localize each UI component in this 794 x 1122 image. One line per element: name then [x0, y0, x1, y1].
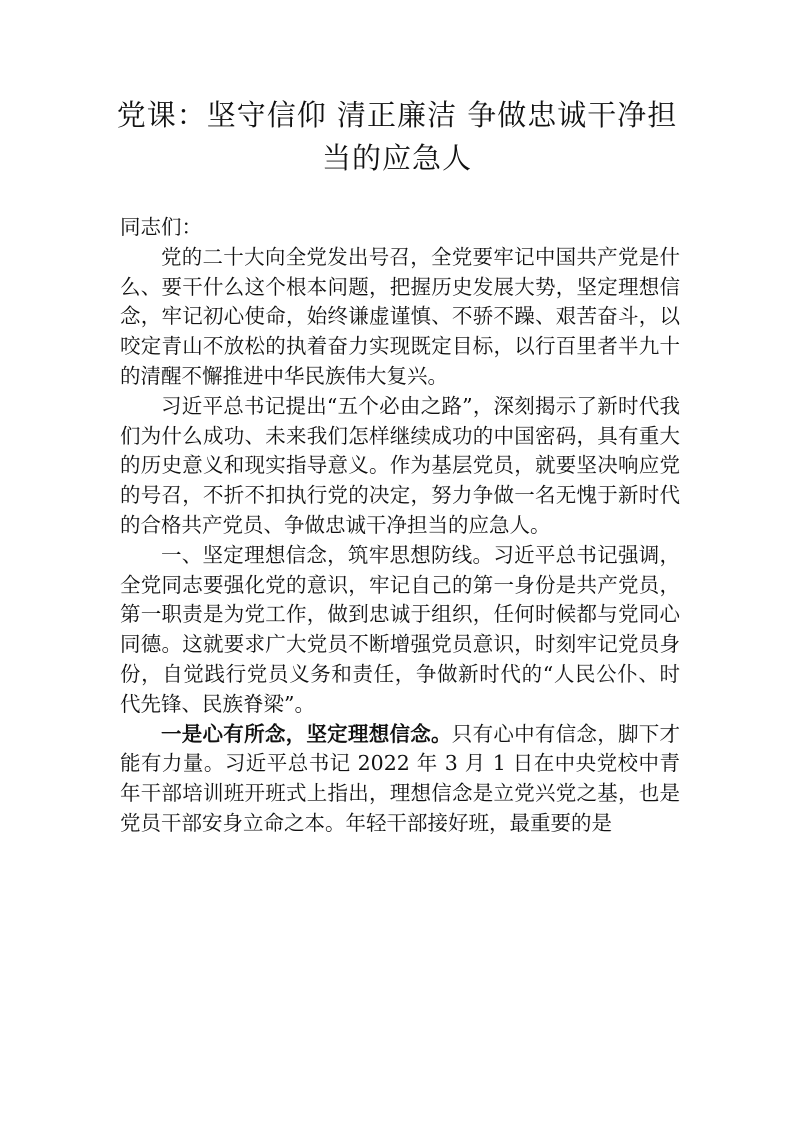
paragraph-text: 只有心中有信念，脚下才能有力量。习近平总书记 2022 年 3 月 1 日在中央党校中青年干部培训班开班式上指出，理想信念是立党兴党之基，也是党员干部安身立命之本。年轻干部接好班，最重要的是	[120, 721, 681, 835]
document-body	[120, 213, 680, 839]
paragraph-lead: 一是心有所念，坚定理想信念。	[161, 721, 452, 746]
paragraph: 一、坚定理想信念，筑牢思想防线。习近平总书记强调，全党同志要强化党的意识，牢记自己的第一身份是共产党员，第一职责是为党工作，做到忠诚于组织，任何时候都与党同心同德。这就要求广大党员不断增强党员意识，时刻牢记党员身份，自觉践行党员义务和责任，争做新时代的“人民公仆、时代先锋、民族脊梁”。	[120, 542, 680, 716]
paragraph: 习近平总书记提出“五个必由之路”，深刻揭示了新时代我们为什么成功、未来我们怎样继续成功的中国密码，具有重大的历史意义和现实指导意义。作为基层党员，就要坚决响应党的号召，不折不扣执行党的决定，努力争做一名无愧于新时代的合格共产党员、争做忠诚干净担当的应急人。	[120, 393, 680, 537]
paragraph: 党的二十大向全党发出号召，全党要牢记中国共产党是什么、要干什么这个根本问题，把握历史发展大势，坚定理想信念，牢记初心使命，始终谦虚谨慎、不骄不躁、艰苦奋斗，以咬定青山不放松的执着奋力实现既定目标，以行百里者半九十的清醒不懈推进中华民族伟大复兴。	[120, 244, 680, 388]
document-title: 党课：坚守信仰 清正廉洁 争做忠诚干净担当的应急人	[116, 98, 678, 175]
salutation: 同志们：	[120, 215, 202, 239]
paragraph	[120, 720, 680, 839]
